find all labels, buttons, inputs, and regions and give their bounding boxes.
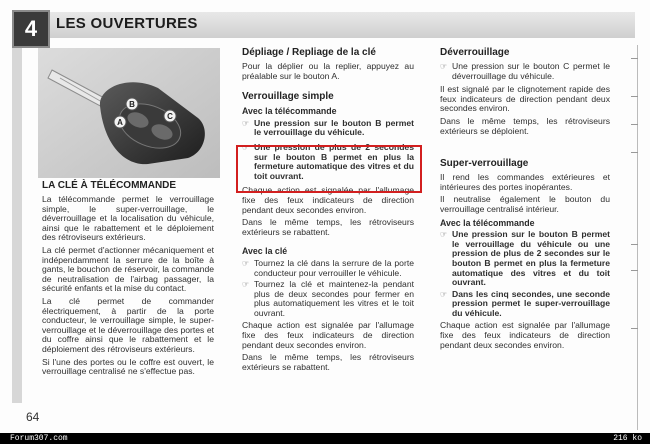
button-label-c: C bbox=[167, 112, 173, 121]
paragraph: Dans le même temps, les rétroviseurs extérieurs se rabattent. bbox=[242, 217, 414, 237]
paragraph: Il neutralise également le bouton du verrouillage centralisé intérieur. bbox=[440, 194, 610, 214]
side-strip bbox=[12, 48, 22, 403]
with-remote-subheading: Avec la télécommande bbox=[242, 106, 337, 117]
with-remote-subheading: Avec la télécommande bbox=[440, 217, 535, 228]
remote-key-heading: LA CLÉ À TÉLÉCOMMANDE bbox=[42, 180, 177, 191]
bullet-item: ☞ Tournez la clé dans la serrure de la porte conducteur pour verrouiller le véhicule. bbox=[242, 257, 414, 278]
page-edge-line bbox=[637, 45, 638, 430]
middle-column bbox=[242, 47, 414, 375]
paragraph: Il est signalé par le clignotement rapide des feux indicateurs de direction pendant deux secondes environ. bbox=[440, 84, 610, 114]
page-title: LES OUVERTURES bbox=[56, 15, 198, 32]
bullet-arrow-icon: ☞ bbox=[440, 289, 448, 299]
with-key-subheading: Avec la clé bbox=[242, 246, 288, 257]
footer-bar bbox=[0, 433, 650, 444]
folding-heading: Dépliage / Repliage de la clé bbox=[242, 47, 376, 58]
deadlocking-heading: Super-verrouillage bbox=[440, 158, 529, 170]
bullet-arrow-icon: ☞ bbox=[242, 118, 250, 128]
edge-tick bbox=[631, 328, 638, 329]
bullet-item: ☞ Tournez la clé et maintenez-la pendant plus de deux secondes pour fermer en plus automatiquement les vitres et le toit ouvrant. bbox=[242, 279, 414, 318]
edge-tick bbox=[631, 152, 638, 153]
key-remote-illustration bbox=[38, 48, 220, 178]
bullet-arrow-icon: ☞ bbox=[440, 62, 448, 71]
footer-size: 216 ko bbox=[613, 434, 642, 443]
paragraph: Chaque action est signalée par l'allumage fixe des feux indicateurs de direction pendant deux secondes environ. bbox=[242, 320, 414, 350]
right-column bbox=[440, 47, 610, 353]
bullet-arrow-icon: ☞ bbox=[440, 230, 448, 240]
bullet-item: ☞ Une pression sur le bouton B permet le verrouillage du véhicule. bbox=[242, 117, 414, 138]
unlocking-heading: Déverrouillage bbox=[440, 47, 510, 58]
bullet-arrow-icon: ☞ bbox=[242, 258, 250, 268]
edge-tick bbox=[631, 244, 638, 245]
paragraph: Chaque action est signalée par l'allumage fixe des feux indicateurs de direction pendant deux secondes environ. bbox=[242, 185, 414, 215]
chapter-number: 4 bbox=[12, 10, 50, 48]
paragraph: Pour la déplier ou la replier, appuyez au préalable sur le bouton A. bbox=[242, 61, 414, 81]
bullet-item: ☞ Dans les cinq secondes, une seconde pression permet le super-verrouillage du véhicule. bbox=[440, 288, 610, 318]
paragraph: La télécommande permet le verrouillage simple, le super-verrouillage, le déverrouillage et la localisation du véhicule, ainsi que le rabattement et le déploiement des rétroviseurs extérieurs. bbox=[42, 194, 214, 243]
paragraph: Dans le même temps, les rétroviseurs extérieurs se rabattent. bbox=[242, 352, 414, 372]
edge-tick bbox=[631, 96, 638, 97]
paragraph: Chaque action est signalée par l'allumage fixe des feux indicateurs de direction pendant deux secondes environ. bbox=[440, 320, 610, 350]
bullet-item: ☞ Une pression sur le bouton C permet le déverrouillage du véhicule. bbox=[440, 61, 610, 81]
paragraph: Si l'une des portes ou le coffre est ouvert, le verrouillage centralisé ne s'effectue pas. bbox=[42, 356, 214, 377]
footer-site: Forum307.com bbox=[10, 434, 68, 443]
edge-tick bbox=[631, 270, 638, 271]
simple-locking-heading: Verrouillage simple bbox=[242, 91, 334, 103]
page-number: 64 bbox=[26, 410, 40, 424]
left-column bbox=[42, 180, 214, 380]
paragraph: La clé permet de commander électriquement, à partir de la porte conducteur, le verrouillage simple, le super-verrouillage et le déverrouillage des portes et du coffre ainsi que le rabattement et le déploiement des rétroviseurs extérieurs. bbox=[42, 295, 214, 354]
paragraph: La clé permet d'actionner mécaniquement et indépendamment la serrure de la boîte à gants, le bouchon de réservoir, la commande de neutralisation de l'airbag passager, la sécurité enfants et la mise du contact. bbox=[42, 244, 214, 294]
edge-tick bbox=[631, 124, 638, 125]
paragraph: Il rend les commandes extérieures et intérieures des portes inopérantes. bbox=[440, 172, 610, 192]
highlight-box bbox=[236, 141, 422, 193]
button-label-b: B bbox=[129, 100, 135, 109]
paragraph: Dans le même temps, les rétroviseurs extérieurs se déploient. bbox=[440, 115, 610, 136]
edge-tick bbox=[631, 58, 638, 59]
bullet-item: ☞ Une pression de plus de 2 secondes sur le bouton B permet en plus la fermeture automatique des vitres et du toit ouvrant. bbox=[242, 141, 414, 181]
bullet-arrow-icon: ☞ bbox=[242, 280, 250, 290]
key-remote-photo bbox=[38, 48, 220, 178]
button-label-a: A bbox=[117, 118, 123, 127]
bullet-arrow-icon: ☞ bbox=[242, 142, 250, 152]
bullet-item: ☞ Une pression sur le bouton B permet le verrouillage du véhicule ou une pression de plus de 2 secondes sur le bouton B permet en plus la fermeture automatique des vitres et du toit ouvrant. bbox=[440, 229, 610, 288]
